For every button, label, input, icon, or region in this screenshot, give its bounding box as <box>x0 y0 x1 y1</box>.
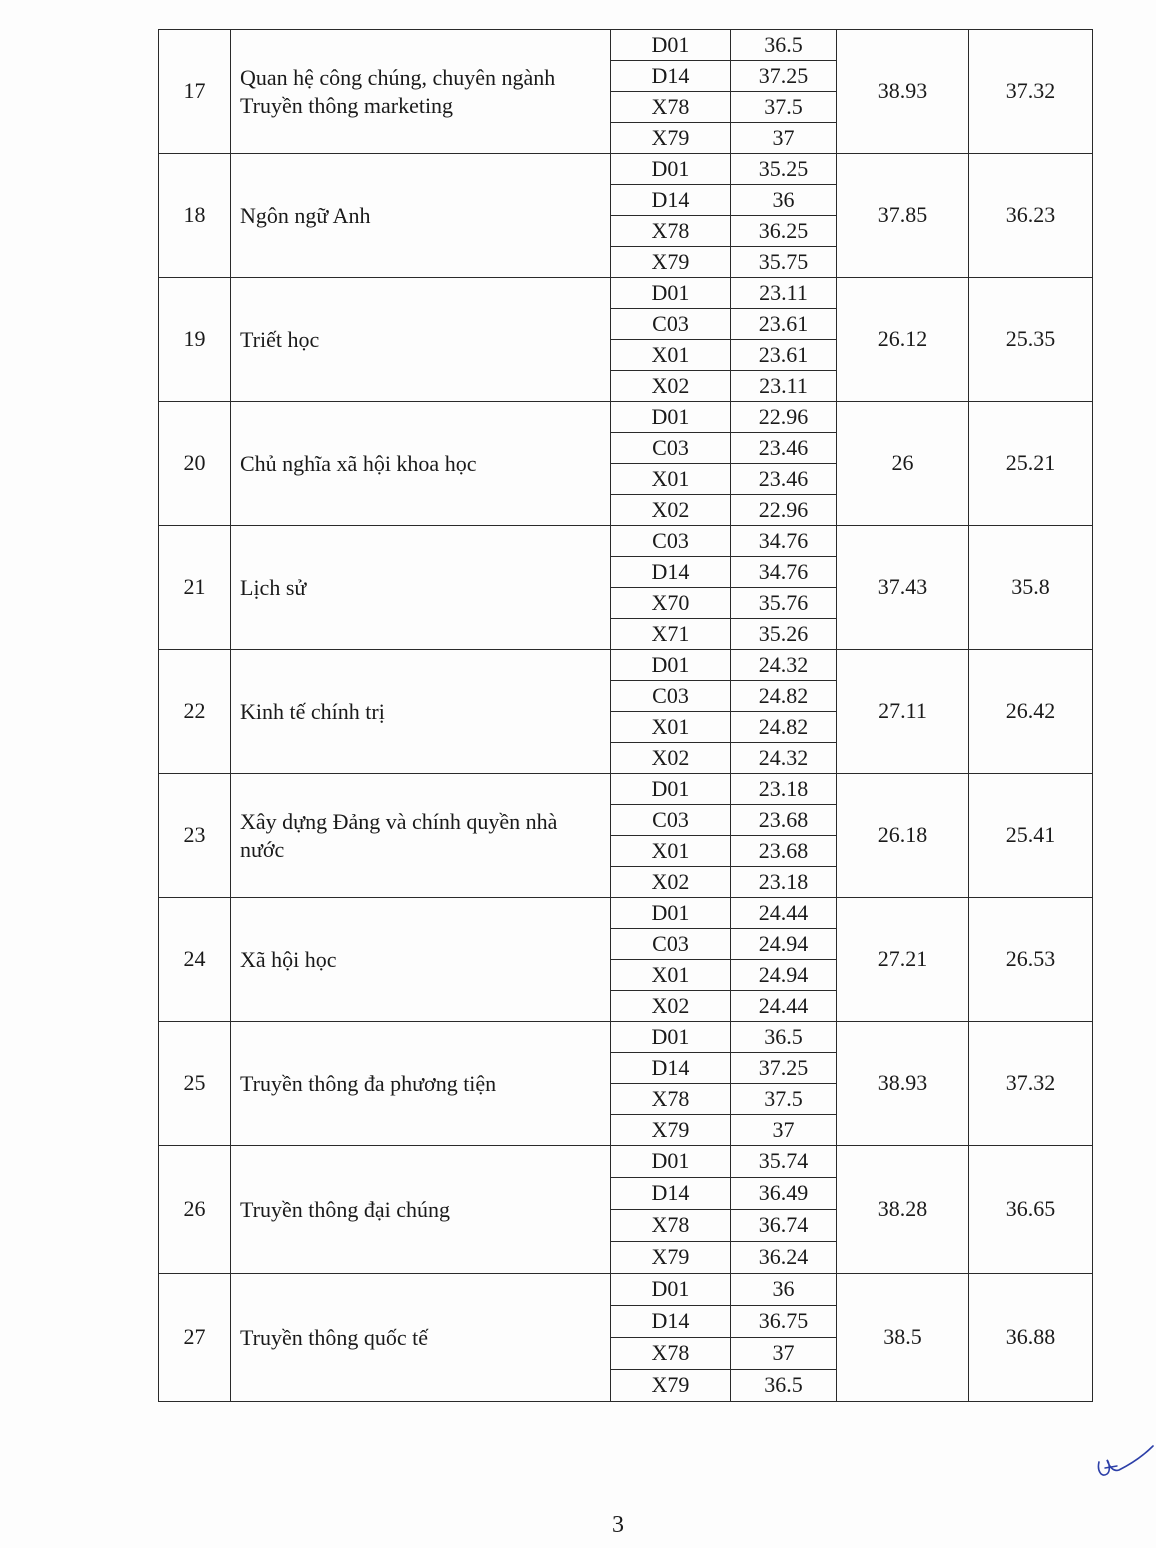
combo-code: X02 <box>611 991 731 1022</box>
combo-score: 35.25 <box>731 154 837 185</box>
combo-score: 36.5 <box>731 1022 837 1053</box>
combo-score: 36.5 <box>731 30 837 61</box>
cutoff-score-2: 36.23 <box>969 154 1093 278</box>
combo-score: 35.74 <box>731 1146 837 1178</box>
combo-code: X78 <box>611 1338 731 1370</box>
combo-code: D14 <box>611 1306 731 1338</box>
cutoff-score-1: 38.93 <box>837 30 969 154</box>
combo-code: C03 <box>611 681 731 712</box>
combo-score: 24.32 <box>731 743 837 774</box>
major-name: Xã hội học <box>231 898 611 1022</box>
combo-code: D01 <box>611 154 731 185</box>
signature-initials-icon <box>1095 1440 1155 1490</box>
combo-code: D14 <box>611 557 731 588</box>
combo-code: C03 <box>611 309 731 340</box>
admission-scores-table <box>158 29 1093 1402</box>
cutoff-score-2: 35.8 <box>969 526 1093 650</box>
table-row <box>159 1274 1093 1306</box>
combo-score: 23.68 <box>731 805 837 836</box>
combo-score: 23.11 <box>731 278 837 309</box>
cutoff-score-2: 25.21 <box>969 402 1093 526</box>
cutoff-score-2: 37.32 <box>969 1022 1093 1146</box>
combo-score: 36 <box>731 185 837 216</box>
combo-score: 37.25 <box>731 1053 837 1084</box>
cutoff-score-1: 37.43 <box>837 526 969 650</box>
row-number: 27 <box>159 1274 231 1402</box>
table-row <box>159 1022 1093 1053</box>
combo-score: 34.76 <box>731 557 837 588</box>
row-number: 22 <box>159 650 231 774</box>
combo-code: X02 <box>611 371 731 402</box>
table-row <box>159 898 1093 929</box>
row-number: 21 <box>159 526 231 650</box>
combo-score: 36.5 <box>731 1370 837 1402</box>
cutoff-score-2: 26.53 <box>969 898 1093 1022</box>
table-row <box>159 154 1093 185</box>
combo-score: 24.94 <box>731 929 837 960</box>
combo-code: D01 <box>611 1022 731 1053</box>
combo-score: 23.68 <box>731 836 837 867</box>
cutoff-score-1: 27.21 <box>837 898 969 1022</box>
combo-code: D01 <box>611 278 731 309</box>
table-row <box>159 774 1093 805</box>
combo-score: 23.18 <box>731 867 837 898</box>
row-number: 23 <box>159 774 231 898</box>
cutoff-score-1: 26 <box>837 402 969 526</box>
combo-score: 23.61 <box>731 340 837 371</box>
row-number: 25 <box>159 1022 231 1146</box>
cutoff-score-2: 37.32 <box>969 30 1093 154</box>
combo-score: 23.46 <box>731 433 837 464</box>
combo-code: C03 <box>611 805 731 836</box>
combo-score: 22.96 <box>731 495 837 526</box>
combo-score: 36 <box>731 1274 837 1306</box>
combo-code: X71 <box>611 619 731 650</box>
combo-score: 23.11 <box>731 371 837 402</box>
combo-score: 37.25 <box>731 61 837 92</box>
cutoff-score-1: 38.28 <box>837 1146 969 1274</box>
combo-code: X01 <box>611 464 731 495</box>
combo-code: D01 <box>611 774 731 805</box>
combo-score: 23.46 <box>731 464 837 495</box>
row-number: 24 <box>159 898 231 1022</box>
combo-code: X79 <box>611 123 731 154</box>
combo-code: X78 <box>611 216 731 247</box>
combo-code: X01 <box>611 712 731 743</box>
combo-code: C03 <box>611 526 731 557</box>
combo-code: X78 <box>611 1210 731 1242</box>
combo-code: X78 <box>611 1084 731 1115</box>
table-row <box>159 278 1093 309</box>
combo-score: 24.82 <box>731 681 837 712</box>
major-name: Chủ nghĩa xã hội khoa học <box>231 402 611 526</box>
combo-code: X02 <box>611 743 731 774</box>
cutoff-score-2: 26.42 <box>969 650 1093 774</box>
combo-code: D01 <box>611 1146 731 1178</box>
cutoff-score-2: 25.41 <box>969 774 1093 898</box>
combo-score: 24.94 <box>731 960 837 991</box>
combo-score: 24.82 <box>731 712 837 743</box>
major-name: Ngôn ngữ Anh <box>231 154 611 278</box>
combo-code: D01 <box>611 898 731 929</box>
combo-score: 37.5 <box>731 1084 837 1115</box>
combo-code: D01 <box>611 1274 731 1306</box>
combo-code: X02 <box>611 867 731 898</box>
combo-code: D01 <box>611 30 731 61</box>
combo-score: 36.74 <box>731 1210 837 1242</box>
table-row <box>159 402 1093 433</box>
combo-score: 35.75 <box>731 247 837 278</box>
combo-score: 36.25 <box>731 216 837 247</box>
major-name: Xây dựng Đảng và chính quyền nhà nước <box>231 774 611 898</box>
combo-score: 35.76 <box>731 588 837 619</box>
combo-code: X01 <box>611 836 731 867</box>
combo-score: 23.61 <box>731 309 837 340</box>
cutoff-score-1: 27.11 <box>837 650 969 774</box>
combo-code: D14 <box>611 61 731 92</box>
cutoff-score-2: 36.65 <box>969 1146 1093 1274</box>
combo-code: X79 <box>611 1370 731 1402</box>
combo-code: X79 <box>611 1115 731 1146</box>
combo-score: 37.5 <box>731 92 837 123</box>
combo-score: 24.44 <box>731 898 837 929</box>
combo-score: 35.26 <box>731 619 837 650</box>
combo-score: 37 <box>731 123 837 154</box>
combo-code: C03 <box>611 433 731 464</box>
cutoff-score-1: 38.5 <box>837 1274 969 1402</box>
row-number: 18 <box>159 154 231 278</box>
cutoff-score-1: 26.18 <box>837 774 969 898</box>
combo-code: X01 <box>611 960 731 991</box>
combo-code: D14 <box>611 1178 731 1210</box>
combo-score: 36.49 <box>731 1178 837 1210</box>
table-row <box>159 650 1093 681</box>
cutoff-score-1: 37.85 <box>837 154 969 278</box>
major-name: Triết học <box>231 278 611 402</box>
combo-code: D14 <box>611 1053 731 1084</box>
combo-score: 24.32 <box>731 650 837 681</box>
row-number: 17 <box>159 30 231 154</box>
major-name: Quan hệ công chúng, chuyên ngành Truyền thông marketing <box>231 30 611 154</box>
major-name: Truyền thông đa phương tiện <box>231 1022 611 1146</box>
combo-code: D14 <box>611 185 731 216</box>
major-name: Lịch sử <box>231 526 611 650</box>
table-body <box>159 30 1093 1402</box>
combo-score: 36.24 <box>731 1242 837 1274</box>
combo-code: X79 <box>611 1242 731 1274</box>
combo-score: 23.18 <box>731 774 837 805</box>
combo-score: 34.76 <box>731 526 837 557</box>
combo-score: 37 <box>731 1338 837 1370</box>
major-name: Truyền thông đại chúng <box>231 1146 611 1274</box>
combo-code: D01 <box>611 402 731 433</box>
combo-code: D01 <box>611 650 731 681</box>
cutoff-score-1: 38.93 <box>837 1022 969 1146</box>
combo-score: 37 <box>731 1115 837 1146</box>
major-name: Kinh tế chính trị <box>231 650 611 774</box>
table-row <box>159 1146 1093 1178</box>
combo-code: X78 <box>611 92 731 123</box>
major-name: Truyền thông quốc tế <box>231 1274 611 1402</box>
combo-score: 24.44 <box>731 991 837 1022</box>
combo-code: X79 <box>611 247 731 278</box>
table-row <box>159 30 1093 61</box>
row-number: 26 <box>159 1146 231 1274</box>
combo-code: X70 <box>611 588 731 619</box>
cutoff-score-2: 25.35 <box>969 278 1093 402</box>
table-row <box>159 526 1093 557</box>
cutoff-score-2: 36.88 <box>969 1274 1093 1402</box>
combo-code: C03 <box>611 929 731 960</box>
page-number: 3 <box>612 1512 624 1538</box>
cutoff-score-1: 26.12 <box>837 278 969 402</box>
combo-code: X01 <box>611 340 731 371</box>
combo-score: 36.75 <box>731 1306 837 1338</box>
row-number: 20 <box>159 402 231 526</box>
row-number: 19 <box>159 278 231 402</box>
combo-code: X02 <box>611 495 731 526</box>
combo-score: 22.96 <box>731 402 837 433</box>
